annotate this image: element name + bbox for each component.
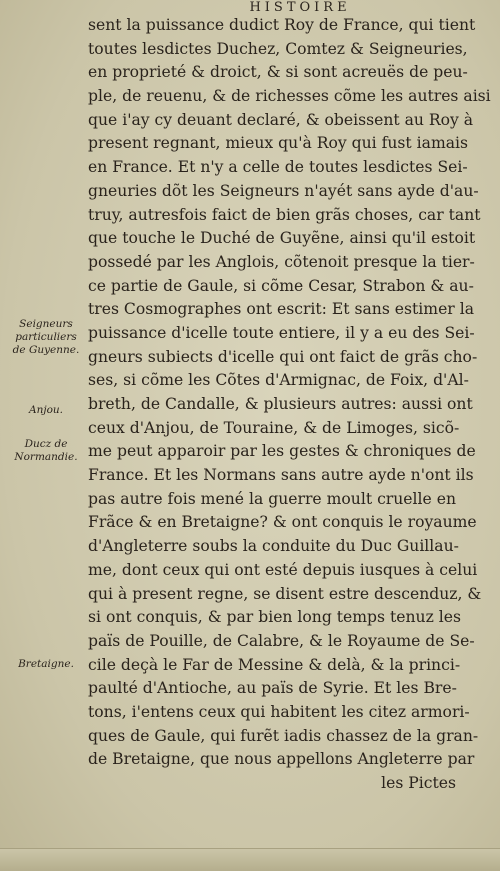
text-line: tons, i'entens ceux qui habitent les citez armori- [88, 702, 470, 721]
text-line: gneuries dõt les Seigneurs n'ayét sans ayde d'au- [88, 181, 479, 200]
text-line: ple, de reuenu, & de richesses cõme les autres aisi [88, 87, 491, 106]
text-line: sent la puissance dudict Roy de France, qui tient [88, 16, 476, 34]
text-line: païs de Pouille, de Calabre, & le Royaume de Se- [88, 631, 475, 650]
text-line: present regnant, mieux qu'à Roy qui fust iamais [88, 134, 469, 153]
text-line: de Bretaigne, que nous appellons Angleterre par [88, 750, 475, 769]
page-bottom-edge [0, 848, 500, 871]
text-line: ce partie de Gaule, si cõme Cesar, Strabon & au- [88, 276, 474, 295]
text-line: toutes lesdictes Duchez, Comtez & Seigneuries, [88, 39, 468, 58]
text-line: ses, si cõme les Cõtes d'Armignac, de Foix, d'Al- [88, 371, 469, 390]
text-line: d'Angleterre soubs la conduite du Duc Guillau- [88, 537, 459, 556]
margin-note-bretaigne: Bretaigne. [18, 658, 74, 670]
body-text [88, 14, 491, 796]
text-line: puissance d'icelle toute entiere, il y a eu des Sei- [88, 323, 475, 342]
text-line: qui à present regne, se disent estre descenduz, & [88, 584, 482, 603]
text-line: les Pictes [381, 774, 456, 792]
text-line: que touche le Duché de Guyẽne, ainsi qu'il estoit [88, 229, 476, 248]
text-line: en proprieté & droict, & si sont acreuës de peu- [88, 63, 468, 82]
text-line: gneurs subiects d'icelle qui ont faict de grãs cho- [88, 347, 478, 366]
text-line: breth, de Candalle, & plusieurs autres: aussi ont [88, 395, 473, 413]
text-line: cile deçà le Far de Messine & delà, & la princi- [88, 655, 461, 674]
text-line: pas autre fois mené la guerre moult cruelle en [88, 489, 456, 508]
text-line: Frãce & en Bretaigne? & ont conquis le royaume [88, 513, 477, 532]
text-line: possedé par les Anglois, cõtenoit presque la tier- [88, 252, 475, 271]
text-line: me, dont ceux qui ont esté depuis iusques à celui [88, 560, 478, 579]
text-line: que i'ay cy deuant declaré, & obeissent au Roy à [88, 110, 474, 129]
text-line: tres Cosmographes ont escrit: Et sans estimer la [88, 300, 474, 319]
text-line: me peut apparoir par les gestes & chroniques de [88, 442, 476, 461]
text-line: truy, autresfois faict de bien grãs choses, car tant [88, 205, 481, 224]
margin-note-seigneurs: Seigneurs particuliers de Guyenne. [12, 318, 80, 356]
text-line: si ont conquis, & par bien long temps tenuz les [88, 608, 461, 627]
text-line: paulté d'Antioche, au païs de Syrie. Et les Bre- [88, 679, 457, 698]
text-line: France. Et les Normans sans autre ayde n'ont ils [88, 466, 474, 485]
running-head: HISTOIRE [249, 0, 351, 15]
margin-note-normandie: Ducz de Normandie. [14, 438, 78, 463]
text-line: ceux d'Anjou, de Touraine, & de Limoges, sicõ- [88, 418, 460, 437]
text-line: ques de Gaule, qui furẽt iadis chassez de la gran- [88, 726, 479, 745]
text-line: en France. Et n'y a celle de toutes lesdictes Sei- [88, 158, 468, 177]
margin-note-anjou: Anjou. [28, 404, 64, 416]
